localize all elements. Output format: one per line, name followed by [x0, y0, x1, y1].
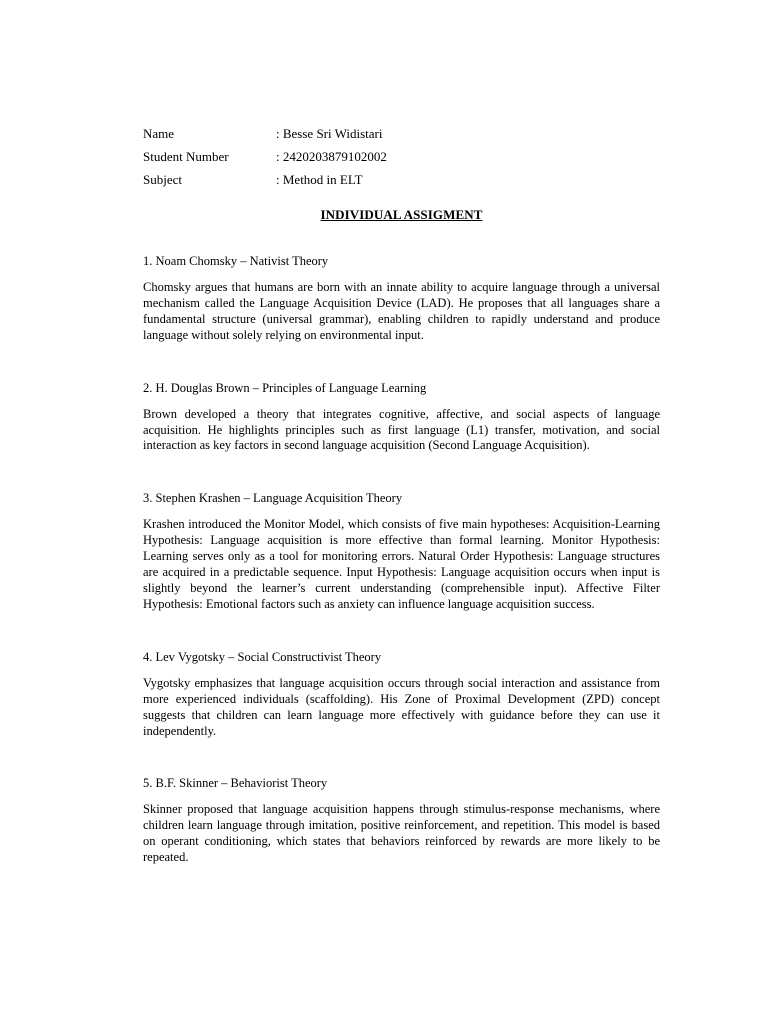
section-heading: 3. Stephen Krashen – Language Acquisition Theory [143, 491, 403, 506]
info-row-subject [143, 168, 660, 191]
section-vygotsky [143, 649, 660, 740]
info-value: : 2420203879102002 [276, 149, 387, 164]
info-row-name [143, 122, 660, 145]
section-body: Krashen introduced the Monitor Model, which consists of five main hypotheses: Acquisition-Learning Hypothesis: Language acquisition is more effective than formal learning. Monitor Hypothesis: Learning serves only as a tool for monitoring errors. Natural Order Hypothesis: Language structures are acquired in a predictable sequence. Input Hypothesis: Language acquisition occurs when input is slightly beyond the learner’s current understanding (comprehensible input). Affective Filter Hypothesis: Emotional factors such as anxiety can influence language acquisition success. [143, 517, 660, 611]
section-heading: 4. Lev Vygotsky – Social Constructivist Theory [143, 649, 382, 664]
section-body: Brown developed a theory that integrates cognitive, affective, and social aspects of language acquisition. He highlights principles such as first language (L1) transfer, motivation, and social interaction as key factors in second language acquisition (Second Language Acquisition). [143, 406, 660, 453]
section-body: Skinner proposed that language acquisition happens through stimulus-response mechanisms, where children learn language through imitation, positive reinforcement, and repetition. This model is based on operant conditioning, which states that behaviors reinforced by rewards are more likely to be repeated. [143, 802, 660, 865]
section-heading: 2. H. Douglas Brown – Principles of Language Learning [143, 380, 427, 395]
info-value: : Method in ELT [276, 172, 363, 187]
section-krashen [143, 490, 660, 612]
document-page [143, 122, 660, 866]
info-label: Name [143, 126, 175, 141]
section-body: Chomsky argues that humans are born with an innate ability to acquire language through a universal mechanism called the Language Acquisition Device (LAD). He proposes that all languages share a fundamental structure (universal grammar), enabling children to rapidly understand and produce language without solely relying on environmental input. [143, 280, 660, 342]
info-row-student-number [143, 145, 660, 168]
section-brown [143, 380, 660, 455]
document-title: INDIVIDUAL ASSIGMENT [320, 207, 483, 222]
section-heading: 1. Noam Chomsky – Nativist Theory [143, 254, 329, 268]
section-heading: 5. B.F. Skinner – Behaviorist Theory [143, 776, 328, 791]
section-chomsky [143, 253, 660, 344]
info-label: Subject [143, 172, 182, 187]
info-value: : Besse Sri Widistari [276, 126, 383, 141]
section-body: Vygotsky emphasizes that language acquisition occurs through social interaction and assistance from more experienced individuals (scaffolding). His Zone of Proximal Development (ZPD) concept suggests that children can learn language more effectively with guidance before they can use it independently. [143, 675, 660, 738]
section-skinner [143, 775, 660, 866]
student-info [143, 122, 660, 191]
info-label: Student Number [143, 149, 229, 164]
